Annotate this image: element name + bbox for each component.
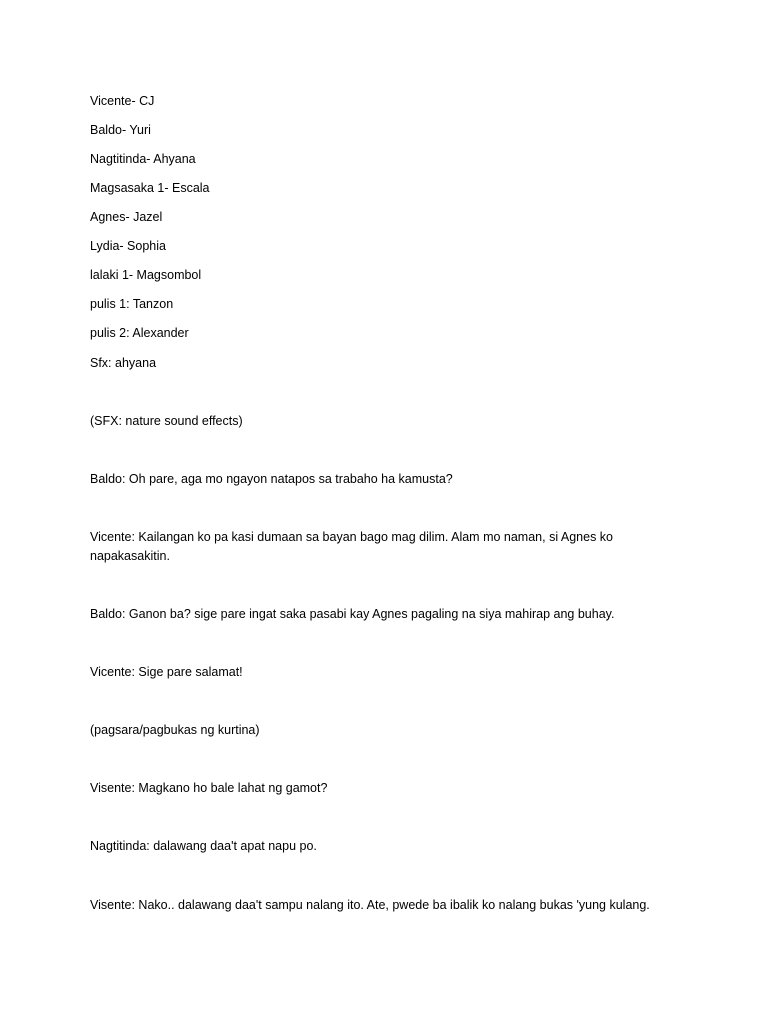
- cast-line: Magsasaka 1- Escala: [90, 181, 210, 195]
- cast-line: pulis 2: Alexander: [90, 326, 189, 340]
- dialogue-line: Baldo: Ganon ba? sige pare ingat saka pasabi kay Agnes pagaling na siya mahirap ang buhay.: [90, 607, 615, 621]
- cast-line: pulis 1: Tanzon: [90, 297, 174, 311]
- stage-direction: (pagsara/pagbukas ng kurtina): [90, 723, 260, 737]
- cast-line: lalaki 1- Magsombol: [90, 268, 202, 282]
- cast-line: Baldo- Yuri: [90, 123, 151, 137]
- dialogue-line: Vicente: Kailangan ko pa kasi dumaan sa bayan bago mag dilim. Alam mo naman, si Agnes ko napakasakitin.: [90, 530, 613, 563]
- dialogue-line: Visente: Magkano ho bale lahat ng gamot?: [90, 781, 328, 795]
- stage-direction: (SFX: nature sound effects): [90, 414, 243, 428]
- cast-line: Vicente- CJ: [90, 94, 155, 108]
- dialogue-line: Visente: Nako.. dalawang daa't sampu nalang ito. Ate, pwede ba ibalik ko nalang bukas 'yung kulang.: [90, 898, 650, 912]
- cast-line: Agnes- Jazel: [90, 210, 163, 224]
- cast-line: Nagtitinda- Ahyana: [90, 152, 196, 166]
- cast-line: Lydia- Sophia: [90, 239, 166, 253]
- dialogue-line: Baldo: Oh pare, aga mo ngayon natapos sa trabaho ha kamusta?: [90, 472, 453, 486]
- dialogue-line: Nagtitinda: dalawang daa't apat napu po.: [90, 839, 317, 853]
- dialogue-line: Vicente: Sige pare salamat!: [90, 665, 243, 679]
- cast-line: Sfx: ahyana: [90, 356, 157, 370]
